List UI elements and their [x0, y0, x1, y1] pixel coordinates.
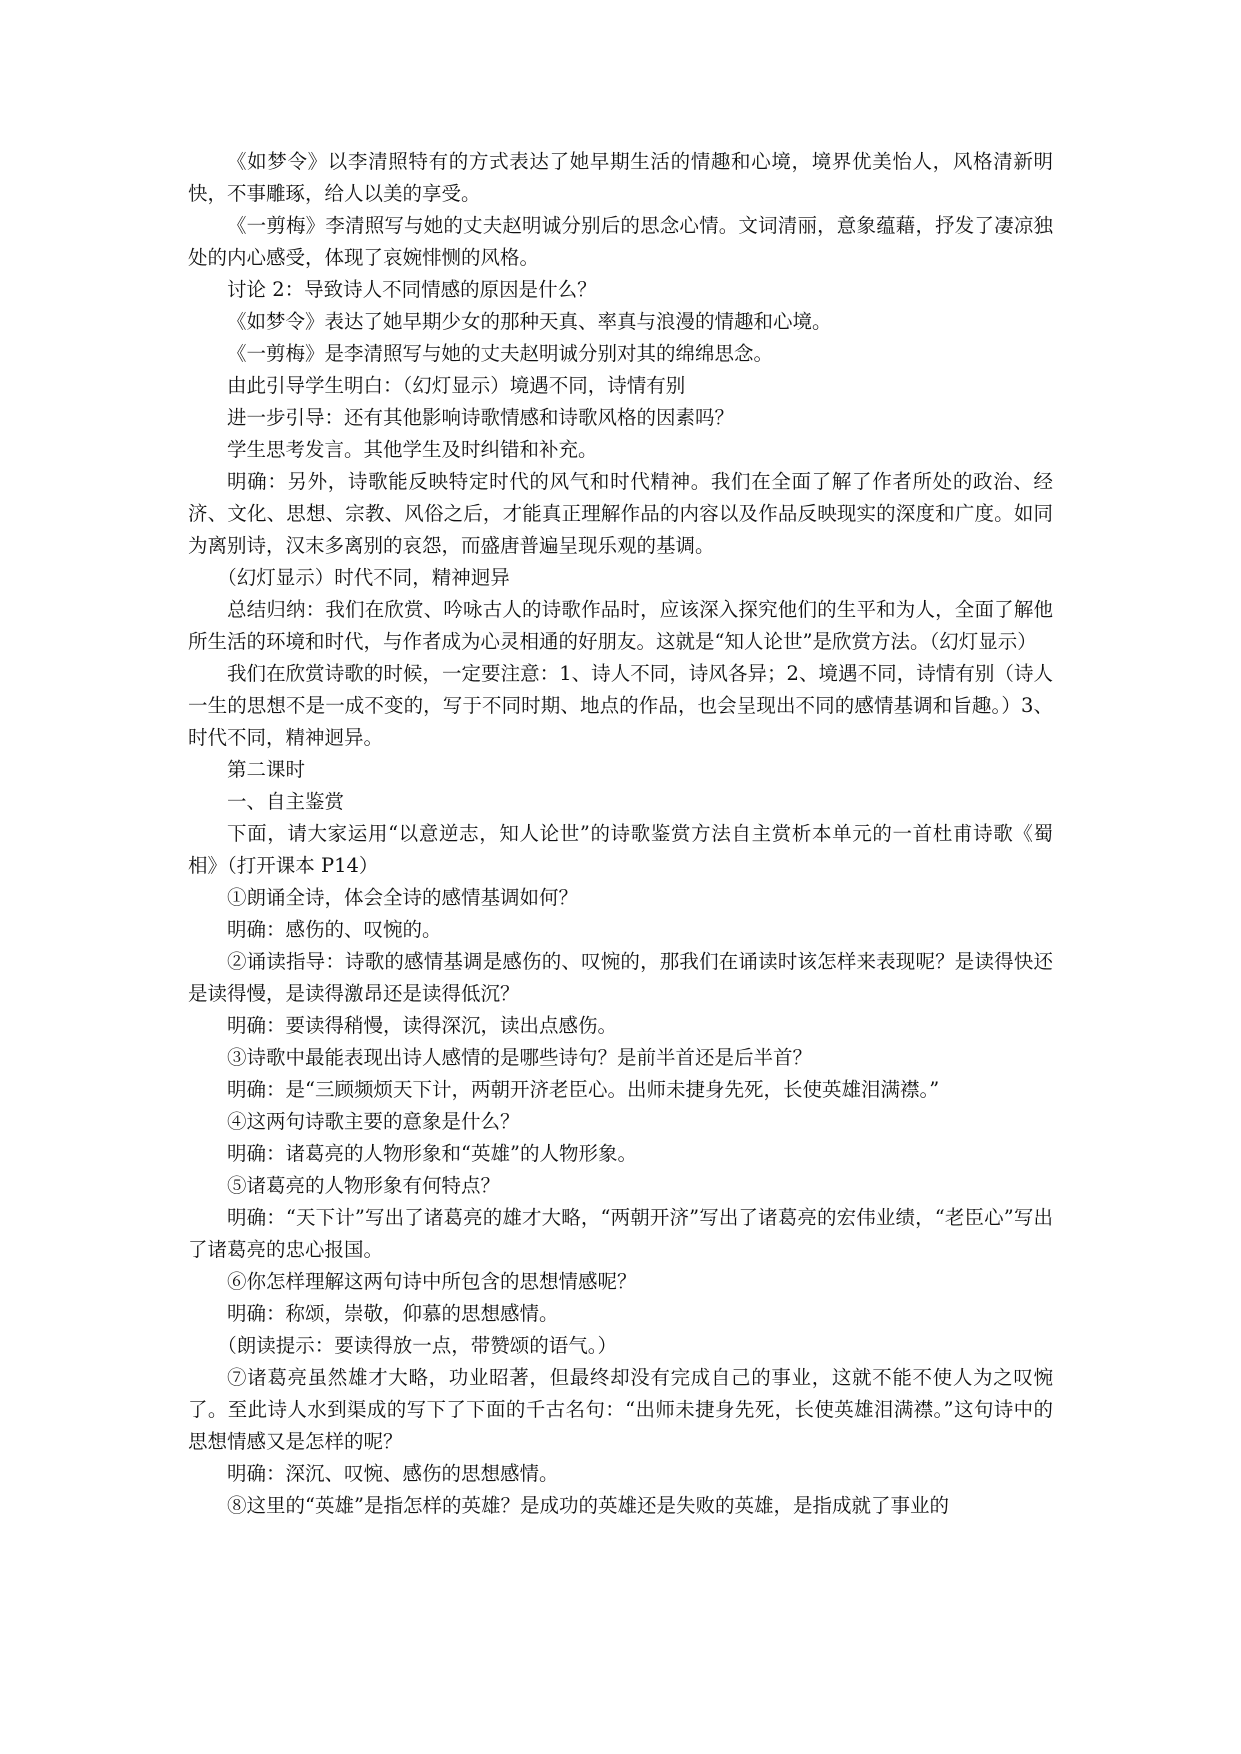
paragraph-rumengling-summary: 《如梦令》以李清照特有的方式表达了她早期生活的情趣和心境，境界优美怡人，风格清新明快，不事雕琢，给人以美的享受。	[188, 150, 1053, 205]
paragraph-rumengling-emotion: 《如梦令》表达了她早期少女的那种天真、率真与浪漫的情趣和心境。	[227, 310, 832, 333]
paragraph-further-guide: 进一步引导：还有其他影响诗歌情感和诗歌风格的因素吗？	[227, 406, 735, 429]
answer-3: 明确：是“三顾频烦天下计，两朝开济老臣心。出师未捷身先死，长使英雄泪满襟。”	[227, 1078, 940, 1101]
question-8: ⑧这里的“英雄”是指怎样的英雄？是成功的英雄还是失败的英雄，是指成就了事业的	[227, 1494, 949, 1517]
answer-4: 明确：诸葛亮的人物形象和“英雄”的人物形象。	[227, 1142, 637, 1165]
section-self-appreciation: 一、自主鉴赏	[227, 790, 345, 813]
answer-7: 明确：深沉、叹惋、感伤的思想感情。	[227, 1462, 559, 1485]
paragraph-clarify-era: 明确：另外，诗歌能反映特定时代的风气和时代精神。我们在全面了解了作者所处的政治、经济、文化、思想、宗教、风俗之后，才能真正理解作品的内容以及作品反映现实的深度和广度。如同为离别诗，汉末多离别的哀怨，而盛唐普遍呈现乐观的基调。	[188, 470, 1053, 557]
paragraph-summary: 总结归纳：我们在欣赏、吟咏古人的诗歌作品时，应该深入探究他们的生平和为人，全面了解他所生活的环境和时代，与作者成为心灵相通的好朋友。这就是“知人论世”是欣赏方法。（幻灯显示）	[188, 598, 1053, 653]
reading-tip: （朗读提示：要读得放一点，带赞颂的语气。）	[217, 1334, 618, 1357]
answer-2: 明确：要读得稍慢，读得深沉，读出点感伤。	[227, 1014, 618, 1037]
question-4: ④这两句诗歌主要的意象是什么？	[227, 1110, 520, 1133]
answer-6: 明确：称颂，崇敬，仰慕的思想感情。	[227, 1302, 559, 1325]
question-1: ①朗诵全诗，体会全诗的感情基调如何？	[227, 886, 579, 909]
paragraph-attention-points: 我们在欣赏诗歌的时候，一定要注意：1、诗人不同，诗风各异；2、境遇不同，诗情有别（诗人一生的思想不是一成不变的，写于不同时期、地点的作品，也会呈现出不同的感情基调和旨趣。）3、时代不同，精神迥异。	[188, 662, 1053, 749]
paragraph-slide-era: （幻灯显示）时代不同，精神迥异	[217, 566, 510, 589]
section-second-lesson: 第二课时	[227, 758, 306, 781]
answer-5: 明确：“天下计”写出了诸葛亮的雄才大略，“两朝开济”写出了诸葛亮的宏伟业绩，“老臣心”写出了诸葛亮的忠心报国。	[188, 1206, 1053, 1261]
paragraph-yijianmei-summary: 《一剪梅》李清照写与她的丈夫赵明诚分别后的思念心情。文词清丽，意象蕴藉，抒发了凄凉独处的内心感受，体现了哀婉悱恻的风格。	[188, 214, 1053, 269]
document-body	[188, 146, 1053, 1522]
paragraph-yijianmei-emotion: 《一剪梅》是李清照写与她的丈夫赵明诚分别对其的绵绵思念。	[227, 342, 774, 365]
paragraph-students-speak: 学生思考发言。其他学生及时纠错和补充。	[227, 438, 598, 461]
question-5: ⑤诸葛亮的人物形象有何特点？	[227, 1174, 501, 1197]
paragraph-guide-circumstances: 由此引导学生明白：（幻灯显示）境遇不同，诗情有别	[227, 374, 686, 397]
paragraph-discussion-2: 讨论 2：导致诗人不同情感的原因是什么？	[227, 278, 597, 301]
paragraph-shuxiang-intro: 下面，请大家运用“以意逆志，知人论世”的诗歌鉴赏方法自主赏析本单元的一首杜甫诗歌《蜀相》（打开课本 P14）	[188, 822, 1053, 877]
question-7: ⑦诸葛亮虽然雄才大略，功业昭著，但最终却没有完成自己的事业，这就不能不使人为之叹惋了。至此诗人水到渠成的写下了下面的千古名句：“出师未捷身先死，长使英雄泪满襟。”这句诗中的思想情感又是怎样的呢？	[188, 1366, 1053, 1453]
question-3: ③诗歌中最能表现出诗人感情的是哪些诗句？是前半首还是后半首？	[227, 1046, 813, 1069]
answer-1: 明确：感伤的、叹惋的。	[227, 918, 442, 941]
question-2: ②诵读指导：诗歌的感情基调是感伤的、叹惋的，那我们在诵读时该怎样来表现呢？是读得快还是读得慢，是读得激昂还是读得低沉？	[188, 950, 1053, 1005]
question-6: ⑥你怎样理解这两句诗中所包含的思想情感呢？	[227, 1270, 637, 1293]
